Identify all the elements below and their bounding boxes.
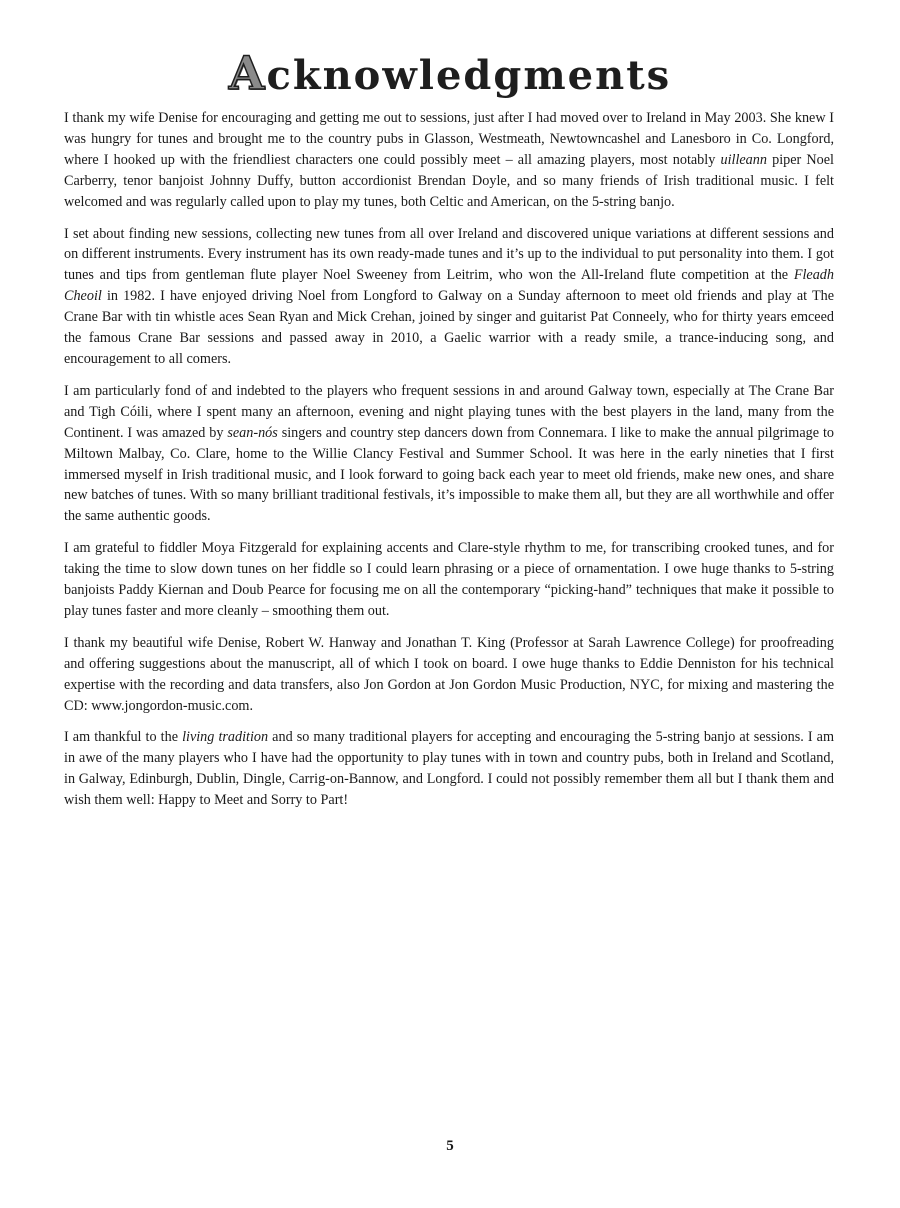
paragraph (64, 727, 834, 811)
page-title (229, 48, 671, 101)
italic-text: uilleann (720, 151, 767, 168)
italic-text: living tradition (182, 729, 269, 746)
text-run: in 1982. I have enjoyed driving Noel from Longford to Galway on a Sunday afternoon to meet old friends and play at The Crane Bar with tin whistle aces Sean Ryan and Mick Crehan, joined by singer and guitarist Pat Conneely, who for thirty years emceed the famous Crane Bar sessions and passed away in 2010, a Gaelic warrior with a ready smile, a trance-inducing song, and encouragement to all comers. (64, 288, 834, 367)
text-run: I am grateful to fiddler Moya Fitzgerald for explaining accents and Clare-style rhythm to me, for transcribing crooked tunes, and for taking the time to slow down tunes on her fiddle so I could learn phrasing or a piece of ornamentation. I owe huge thanks to 5-string banjoists Paddy Kiernan and Doub Pearce for focusing me on all the contemporary “picking-hand” techniques that make it possible to play tunes faster and more cleanly – smoothing them out. (64, 540, 834, 619)
paragraph (64, 381, 834, 527)
page-title-rest: cknowledgments (266, 52, 672, 99)
decorative-initial: A (228, 46, 267, 100)
page-number: 5 (446, 1138, 454, 1154)
paragraph (64, 224, 834, 370)
text-run: singers and country step dancers down from Connemara. I like to make the annual pilgrimage to Miltown Malbay, Co. Clare, home to the Willie Clancy Festival and Summer School. It was here in the early nineties that I first immersed myself in Irish traditional music, and I look forward to going back each year to meet old friends, make new ones, and share new batches of tunes. With so many brilliant traditional festivals, it’s impossible to make them all, but they are all worthwhile and offer the same authentic goods. (64, 424, 834, 525)
paragraph (64, 633, 834, 717)
text-run: and so many traditional players for accepting and encouraging the 5-string banjo at sessions. I am in awe of the many players who I have had the opportunity to play tunes with in town and country pubs, both in Ireland and Scotland, in Galway, Edinburgh, Dublin, Dingle, Carrig-on-Bannow, and Longford. I could not possibly remember them all but I thank them and wish them well: Happy to Meet and Sorry to Part! (64, 729, 834, 809)
paragraph (64, 538, 834, 622)
text-run: piper Noel Carberry, tenor banjoist Johnny Duffy, button accordionist Brendan Doyle, and so many friends of Irish traditional music. I felt welcomed and was regularly called upon to play my tunes, both Celtic and American, on the 5-string banjo. (64, 151, 834, 210)
text-run: I set about finding new sessions, collecting new tunes from all over Ireland and discovered unique variations at different sessions and on different instruments. Every instrument has its own ready-made tunes and it’s up to the individual to put personality into them. I got tunes and tips from gentleman flute player Noel Sweeney from Leitrim, who won the All-Ireland flute competition at the (64, 225, 834, 284)
heading-container (0, 48, 900, 101)
text-run: I am thankful to the (64, 729, 183, 746)
text-run: I am particularly fond of and indebted to the players who frequent sessions in and around Galway town, especially at The Crane Bar and Tigh Cóili, where I spent many an afternoon, evening and night playing tunes with the best players in the land, many from the Continent. I was amazed by (64, 382, 834, 441)
italic-text: Fleadh Cheoil (64, 267, 834, 305)
text-run: I thank my wife Denise for encouraging and getting me out to sessions, just after I had moved over to Ireland in May 2003. She knew I was hungry for tunes and brought me to the country pubs in Glasson, Westmeath, Newtowncashel and Lanesboro in Co. Longford, where I hooked up with the friendliest characters one could possibly meet – all amazing players, most notably (64, 110, 834, 168)
body-text (64, 108, 834, 822)
paragraph (64, 108, 834, 213)
italic-text: sean-nós (227, 424, 278, 441)
text-run: I thank my beautiful wife Denise, Robert W. Hanway and Jonathan T. King (Professor at Sarah Lawrence College) for proofreading and offering suggestions about the manuscript, all of which I took on board. I owe huge thanks to Eddie Denniston for his technical expertise with the recording and data transfers, also Jon Gordon at Jon Gordon Music Production, NYC, for mixing and mastering the CD: www.jongordon-music.com. (64, 634, 834, 714)
